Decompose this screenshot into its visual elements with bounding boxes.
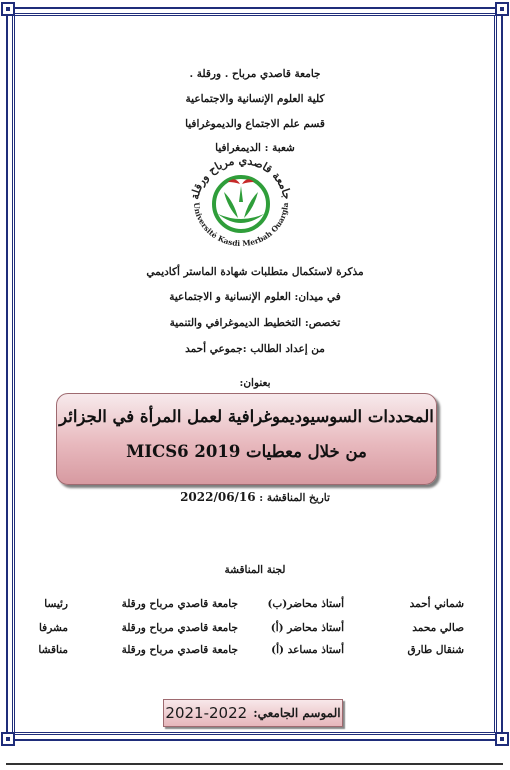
member-name: شنقال طارق: [407, 644, 464, 656]
branch-name: شعبة : الديمغرافيا: [215, 142, 295, 154]
thesis-field: في ميدان: العلوم الإنسانية و الاجتماعية: [169, 291, 341, 303]
committee-row: [0, 622, 510, 636]
member-university: جامعة قاصدي مرباح ورقلة: [121, 644, 238, 656]
university-seal-icon: [182, 152, 300, 250]
committee-row: [0, 598, 510, 612]
thesis-title-line1: المحددات السوسيوديموغرافية لعمل المرأة في الجزائر: [59, 407, 434, 426]
department-name: قسم علم الاجتماع والديموغرافيا: [185, 118, 325, 130]
thesis-purpose: مذكرة لاستكمال متطلبات شهادة الماستر أكاديمي: [146, 266, 364, 278]
bottom-rule: [6, 763, 503, 765]
thesis-title-line2: من خلال معطيات MICS6 2019: [126, 442, 367, 461]
member-name: صالي محمد: [412, 622, 464, 634]
committee-heading: لجنة المناقشة: [224, 564, 286, 576]
logo-latin-text: Université Kasdi Merbah Ouargla: [191, 201, 291, 249]
defense-date-label: تاريخ المناقشة :: [259, 492, 330, 504]
university-name: جامعة قاصدي مرباح . ورقلة .: [189, 68, 321, 80]
member-university: جامعة قاصدي مرباح ورقلة: [121, 598, 238, 610]
corner-ornament: [495, 2, 509, 16]
corner-ornament: [1, 2, 15, 16]
member-university: جامعة قاصدي مرباح ورقلة: [121, 622, 238, 634]
member-rank: أستاذ مساعد (أ): [271, 644, 344, 656]
member-rank: أستاذ محاضر(ب): [267, 598, 344, 610]
member-rank: أستاذ محاضر (أ): [270, 622, 344, 634]
defense-date-line: [30, 490, 480, 505]
thesis-specialty: تخصص: التخطيط الديموغرافي والتنمية: [169, 317, 341, 329]
title-label: بعنوان:: [239, 377, 271, 389]
academic-season-box: [163, 699, 343, 727]
member-role: مشرفا: [38, 622, 68, 634]
season-label: الموسم الجامعي:: [253, 706, 341, 720]
defense-date: 2022/06/16: [180, 490, 256, 504]
season-value: 2021-2022: [165, 704, 248, 722]
logo-arabic-text: جامعة قاصدي مرباح ورقلة: [188, 153, 294, 201]
faculty-name: كلية العلوم الإنسانية والاجتماعية: [185, 93, 325, 105]
corner-ornament: [1, 732, 15, 746]
thesis-author: من إعداد الطالب :جموعي أحمد: [185, 343, 325, 355]
committee-row: [0, 644, 510, 658]
thesis-title-box: [56, 393, 437, 485]
member-role: رئيسا: [44, 598, 68, 610]
corner-ornament: [495, 732, 509, 746]
member-role: مناقشا: [38, 644, 68, 656]
member-name: شماني أحمد: [409, 598, 464, 610]
